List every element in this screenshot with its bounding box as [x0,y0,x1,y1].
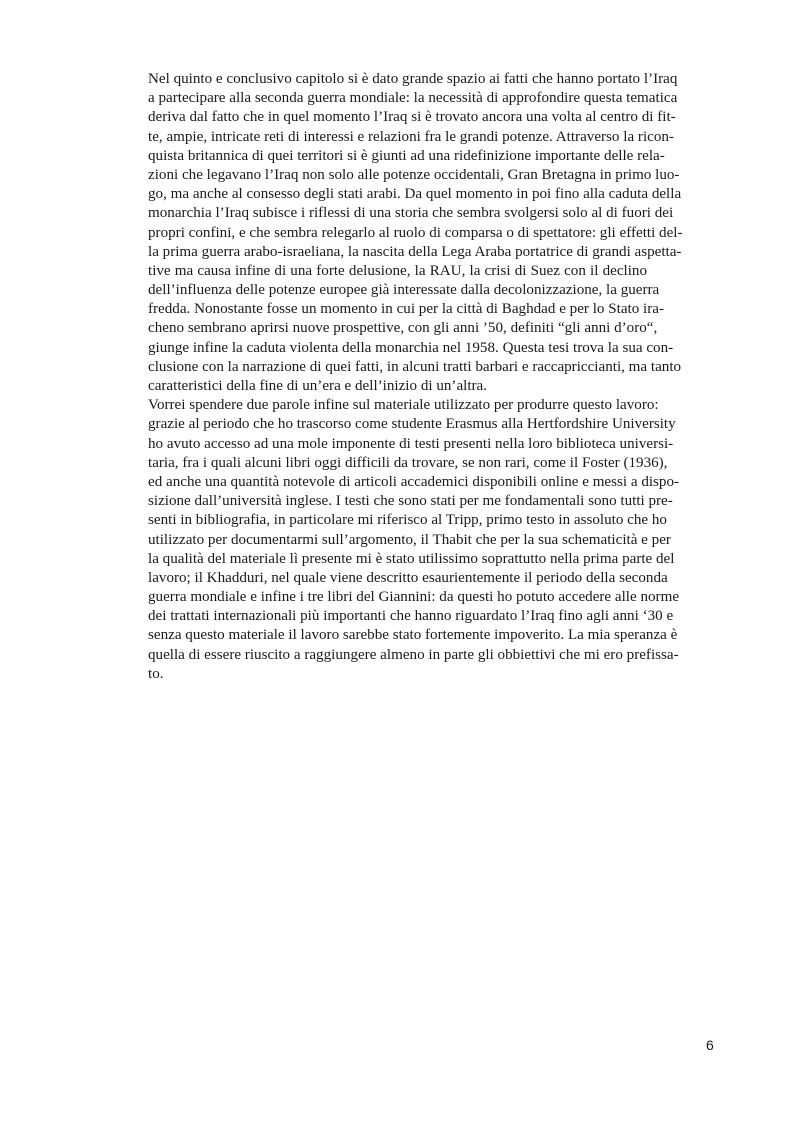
text-line: lavoro; il Khadduri, nel quale viene descritto esaurientemente il periodo della seconda [148,569,668,586]
text-line: taria, fra i quali alcuni libri oggi difficili da trovare, se non rari, come il Foster (1936), [148,454,668,471]
text-line: ho avuto accesso ad una mole imponente di testi presenti nella loro biblioteca universi- [148,435,674,452]
text-line: propri confini, e che sembra relegarlo al ruolo di comparsa o di spettatore: gli effetti del- [148,224,683,241]
text-line: dell’influenza delle potenze europee già interessate dalla decolonizzazione, la guerra [148,282,660,299]
text-line: a partecipare alla seconda guerra mondiale: la necessità di approfondire questa tematica [148,90,678,107]
text-line: quista britannica di quei territori si è giunti ad una ridefinizione importante delle rela- [148,147,665,164]
text-line: te, ampie, intricate reti di interessi e relazioni fra le grandi potenze. Attraverso la ricon- [148,128,674,145]
text-line: sizione dall’università inglese. I testi che sono stati per me fondamentali sono tutti pre- [148,493,673,510]
text-line: grazie al periodo che ho trascorso come studente Erasmus alla Hertfordshire University [148,416,676,433]
text-line: senti in bibliografia, in particolare mi riferisco al Tripp, primo testo in assoluto che ho [148,512,667,529]
text-line: tive ma causa infine di una forte delusione, la RAU, la crisi di Suez con il declino [148,262,647,279]
page-number: 6 [706,1037,714,1053]
text-line: la prima guerra arabo-israeliana, la nascita della Lega Araba portatrice di grandi aspetta- [148,243,682,260]
text-line: utilizzato per documentarmi sull’argomento, il Thabit che per la sua schematicità e per [148,531,671,548]
text-line: monarchia l’Iraq subisce i riflessi di una storia che sembra svolgersi solo al di fuori dei [148,205,674,222]
text-line: caratteristici della fine di un’era e dell’inizio di un’altra. [148,378,488,394]
text-line: quella di essere riuscito a raggiungere almeno in parte gli obbiettivi che mi ero prefissa- [148,646,679,663]
text-line: to. [148,665,164,682]
body-text [148,70,683,684]
text-line: deriva dal fatto che in quel momento l’Iraq si è trovato ancora una volta al centro di fit- [148,109,676,126]
text-line: cheno sembrano aprirsi nuove prospettive, con gli anni ’50, definiti “gli anni d’oro“, [148,320,658,337]
text-line: clusione con la narrazione di quei fatti, in alcuni tratti barbari e raccapriccianti, ma tanto [148,358,682,375]
text-line: fredda. Nonostante fosse un momento in cui per la città di Baghdad e per lo Stato ira- [148,301,664,318]
text-line: zioni che legavano l’Iraq non solo alle potenze occidentali, Gran Bretagna in primo luo- [148,166,680,183]
text-line: giunge infine la caduta violenta della monarchia nel 1958. Questa tesi trova la sua con- [148,339,674,356]
text-line: dei trattati internazionali più importanti che hanno riguardato l’Iraq fino agli anni ‘30 e [148,608,674,625]
text-line: guerra mondiale e infine i tre libri del Giannini: da questi ho potuto accedere alle norme [148,589,680,606]
text-line: go, ma anche al consesso degli stati arabi. Da quel momento in poi fino alla caduta della [148,186,682,203]
text-line: senza questo materiale il lavoro sarebbe stato fortemente impoverito. La mia speranza è [148,627,678,644]
text-line: Vorrei spendere due parole infine sul materiale utilizzato per produrre questo lavoro: [148,397,659,414]
text-line: ed anche una quantità notevole di articoli accademici disponibili online e messi a dispo- [148,473,680,490]
text-line: Nel quinto e conclusivo capitolo si è dato grande spazio ai fatti che hanno portato l’Iraq [148,71,678,87]
text-line: la qualità del materiale lì presente mi è stato utilissimo soprattutto nella prima parte del [148,550,675,567]
